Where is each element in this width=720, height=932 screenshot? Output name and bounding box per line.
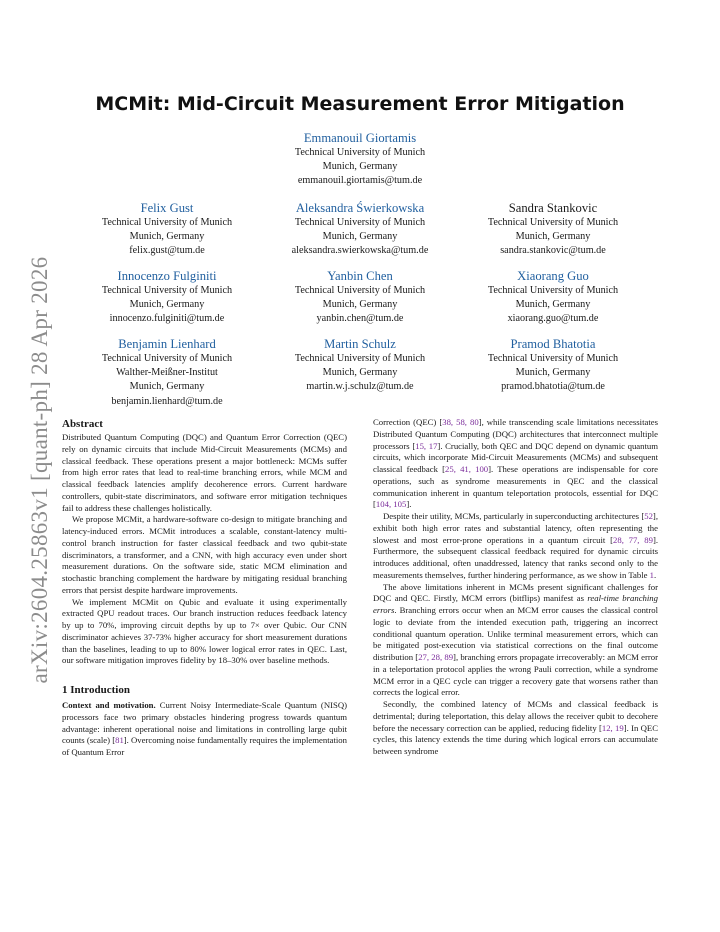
right-column <box>373 417 658 758</box>
author-location: Munich, Germany <box>515 231 591 243</box>
author-block <box>69 200 265 259</box>
author-name[interactable]: Benjamin Lienhard <box>118 337 216 351</box>
abstract-paragraph: We propose MCMit, a hardware-software co-design to mitigate branching and latency-induced errors. MCMit introduces a scalable, constant-latency multi-control branch instruction for faster classical feedback and two qubit-state discriminators, a transformer, and a CNN, with high accuracy even under short measurement durations. On the software side, static MCM elimination and stochastic branching complement the hardware by mitigating residual branching errors that persist despite hardware improvements. <box>62 514 347 595</box>
author-email[interactable]: pramod.bhatotia@tum.de <box>501 381 605 393</box>
citation-link[interactable]: 28, 77, 89 <box>613 534 653 545</box>
author-email[interactable]: benjamin.lienhard@tum.de <box>111 395 223 407</box>
body-paragraph: Despite their utility, MCMs, particularly in superconducting architectures [52], exhibit both high error rates and substantial latency, often representing the slowest and most error-prone operations in a quantum circuit [28, 77, 89]. Furthermore, the subsequent classical feedback required for dynamic circuits introduces additional, often unaddressed, latency that ranks second only to the measurements themselves, further hindering performance, as we show in Table 1. <box>373 511 659 580</box>
author-name: Sandra Stankovic <box>508 201 598 215</box>
author-block <box>69 336 265 409</box>
author-location: Munich, Germany <box>322 367 398 379</box>
author-affiliation: Technical University of Munich <box>294 285 426 296</box>
author-name[interactable]: Emmanouil Giortamis <box>303 131 417 145</box>
author-affiliation: Technical University of Munich <box>294 147 426 158</box>
citation-link[interactable]: 25, 41, 100 <box>445 464 489 474</box>
author-block <box>455 200 651 259</box>
author-email[interactable]: sandra.stankovic@tum.de <box>500 245 606 257</box>
author-name[interactable]: Xiaorang Guo <box>517 269 589 283</box>
citation-link[interactable]: 52 <box>644 511 653 521</box>
abstract-heading: Abstract <box>62 418 103 430</box>
author-name[interactable]: Martin Schulz <box>324 337 396 351</box>
author-email[interactable]: yanbin.chen@tum.de <box>316 313 404 325</box>
author-location: Munich, Germany <box>129 381 205 393</box>
paper-title: MCMit: Mid-Circuit Measurement Error Mitigation <box>95 93 625 115</box>
citation-link[interactable]: 12, 19 <box>601 722 624 733</box>
body-paragraph: The above limitations inherent in MCMs present significant challenges for DQC and QEC. Firstly, MCM errors (bitflips) manifest as real-time branching errors. Branching errors occur when an MCM error causes the classical control logic to deviate from the intended execution path, triggering an incorrect conditional quantum operation. Unlike terminal measurement errors, which can be mitigated post-execution via statistical corrections on the final outcome distribution [27, 28, 89], branching errors propagate irrecoverably: an MCM error in a teleportation protocol applies the wrong Pauli correction, while a syndrome MCM error in a QEC cycle can trigger a recovery gate that worsens rather than corrects the logical error. <box>373 581 658 698</box>
body-paragraph: Secondly, the combined latency of MCMs and classical feedback is detrimental; during teleportation, this delay allows the receiver qubit to decohere before the necessary correction can be applied, reducing fidelity [12, 19]. In QEC cycles, this latency extends the time during which logical errors can accumulate between syndrome <box>373 699 658 756</box>
citation-link[interactable]: 27, 28, 89 <box>418 652 454 662</box>
author-block <box>262 130 458 189</box>
author-affiliation: Walther-Meißner-Institut <box>116 367 218 379</box>
author-location: Munich, Germany <box>129 299 205 311</box>
author-location: Munich, Germany <box>322 161 398 173</box>
table-reference-link[interactable]: 1 <box>649 569 655 580</box>
intro-paragraph: Context and motivation. Current Noisy Intermediate-Scale Quantum (NISQ) processors face two primary obstacles hindering progress towards quantum advantage: inherent operational noise and limitations in controlling large qubit counts (scale) [81]. Overcoming noise fundamentally requires the implementation of Quantum Error <box>62 700 347 757</box>
body-paragraph: Correction (QEC) [38, 58, 80], while transcending scale limitations necessitates Distributed Quantum Computing (DQC) architectures that interconnect multiple processors [15, 17]. Crucially, both QEC and DQC depend on dynamic quantum circuits, which incorporate Mid-Circuit Measurements (MCMs) and subsequent classical feedback [25, 41, 100]. These operations are indispensable for core operations, such as syndrome measurements in QEC and the classical communication inherent in quantum teleportation protocols, essential for DQC [104, 105]. <box>373 417 659 510</box>
author-block <box>69 268 265 327</box>
abstract-paragraph: Distributed Quantum Computing (DQC) and Quantum Error Correction (QEC) rely on dynamic circuits that include Mid-Circuit Measurements (MCMs) and classical feedback. These operations present a major bottleneck: MCMs suffer from high error rates that lead to real-time branching errors, while MCM and classical feedback latencies amplify decoherence errors. Current hardware controllers, qubit-state discriminators, and software error mitigation techniques fail to address these challenges holistically. <box>62 432 347 513</box>
author-affiliation: Technical University of Munich <box>294 353 426 364</box>
author-name[interactable]: Innocenzo Fulginiti <box>117 269 217 283</box>
citation-link[interactable]: 81 <box>115 735 124 746</box>
author-block <box>262 268 458 327</box>
citation-link[interactable]: 104, 105 <box>375 499 407 510</box>
abstract-paragraph: We implement MCMit on Qubic and evaluate it using experimentally extracted QPU readout traces. Our branch instruction reduces feedback latency by up to 70%, improving circuit depths by up to 7× over Qubic. Our CNN discriminator achieves 37-73% higher accuracy for short measurement durations than the baselines, leading to up to 80% lower logical error rates in QEC. Last, our software mitigation improves fidelity by 18–30% over baseline methods. <box>62 596 347 666</box>
author-affiliation: Technical University of Munich <box>294 217 426 228</box>
author-email[interactable]: martin.w.j.schulz@tum.de <box>306 381 414 393</box>
author-block <box>455 268 651 327</box>
runin-heading: Context and motivation. <box>62 700 156 710</box>
citation-link[interactable]: 15, 17 <box>415 440 438 451</box>
left-column <box>62 417 347 759</box>
author-block <box>455 336 651 395</box>
author-email[interactable]: aleksandra.swierkowska@tum.de <box>291 245 429 257</box>
author-block <box>262 200 458 259</box>
author-block <box>262 336 458 395</box>
author-name[interactable]: Pramod Bhatotia <box>510 337 596 351</box>
author-affiliation: Technical University of Munich <box>101 217 233 228</box>
author-name[interactable]: Felix Gust <box>140 201 194 215</box>
author-affiliation: Technical University of Munich <box>101 353 233 364</box>
author-email[interactable]: felix.gust@tum.de <box>129 245 205 257</box>
author-location: Munich, Germany <box>515 367 591 379</box>
author-location: Munich, Germany <box>129 231 205 243</box>
arxiv-side-stamp: arXiv:2604.25863v1 [quant-ph] 28 Apr 2026 <box>27 256 52 684</box>
author-affiliation: Technical University of Munich <box>487 353 619 364</box>
author-email[interactable]: emmanouil.giortamis@tum.de <box>297 175 423 187</box>
author-location: Munich, Germany <box>322 231 398 243</box>
author-affiliation: Technical University of Munich <box>487 285 619 296</box>
author-location: Munich, Germany <box>515 299 591 311</box>
section-heading: 1 Introduction <box>62 684 130 696</box>
author-location: Munich, Germany <box>322 299 398 311</box>
author-email[interactable]: xiaorang.guo@tum.de <box>507 313 599 325</box>
author-name[interactable]: Aleksandra Świerkowska <box>295 201 425 215</box>
citation-link[interactable]: 38, 58, 80 <box>442 417 479 427</box>
author-name[interactable]: Yanbin Chen <box>327 269 393 283</box>
author-email[interactable]: innocenzo.fulginiti@tum.de <box>109 313 225 325</box>
author-affiliation: Technical University of Munich <box>101 285 233 296</box>
author-affiliation: Technical University of Munich <box>487 217 619 228</box>
